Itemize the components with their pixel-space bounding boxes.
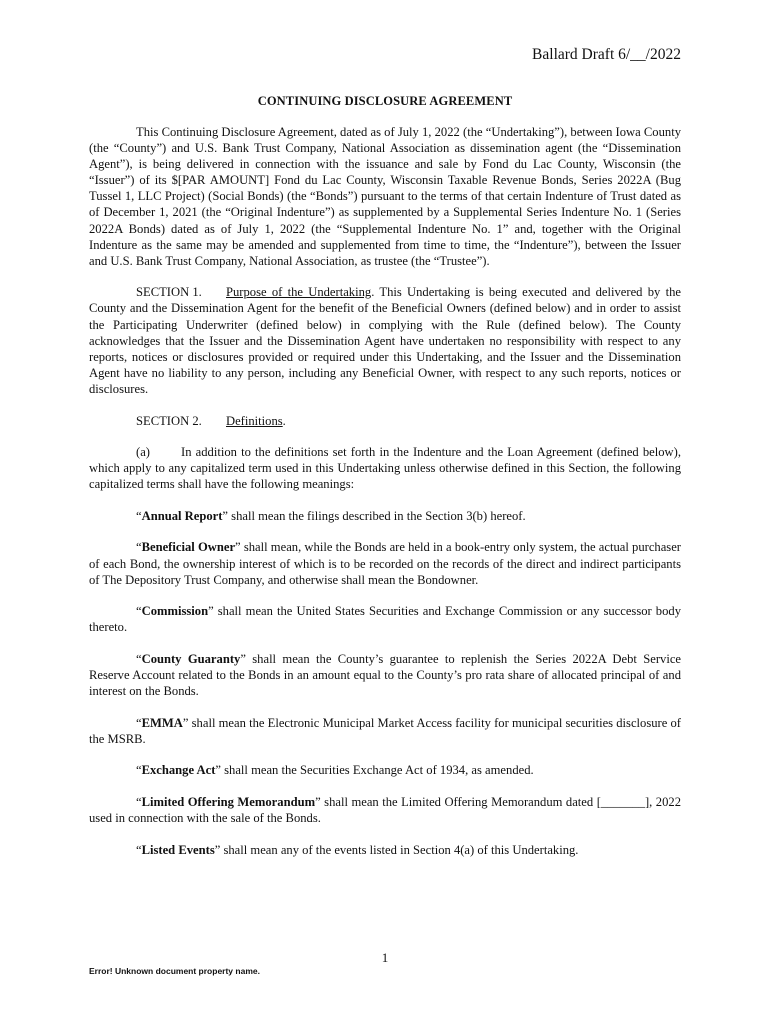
- draft-label: Ballard Draft 6/__/2022: [532, 46, 681, 63]
- quote-open: “: [136, 715, 142, 730]
- definition-text: shall mean, while the Bonds are held in a book-entry only system, the actual purchaser of each Bond, the ownership interest of which is to be recorded on the records of the direct and indirect participants of The Depository Trust Company, and otherwise shall mean the Bondowner.: [89, 540, 681, 587]
- quote-close: ”: [222, 508, 229, 523]
- section-2-heading: Definitions: [226, 413, 283, 428]
- definition-emma: [89, 715, 681, 747]
- document-title: CONTINUING DISCLOSURE AGREEMENT: [257, 94, 513, 108]
- document-body: [89, 124, 681, 873]
- quote-close: ”: [315, 795, 321, 809]
- section-1-text: . This Undertaking is being executed and delivered by the County and the Dissemination Agent for the benefit of the Beneficial Owners (defined below) and in order to assist the Participating Underwriter (defined below) in complying with the Rule (defined below). The County acknowledges that the Issuer and the Dissemination Agent have undertaken no responsibility with respect to any reports, notices or disclosures provided or required under this Undertaking, and the Issuer and the Dissemination Agent have no liability to any person, including any Beneficial Owner, with respect to any such reports, notices or disclosures.: [89, 285, 681, 396]
- definition-text: shall mean the Electronic Municipal Market Access facility for municipal securities disclosure of the MSRB.: [89, 715, 681, 746]
- definition-text: shall mean the filings described in the Section 3(b) hereof.: [228, 508, 526, 523]
- definition-text: shall mean the County’s guarantee to replenish the Series 2022A Debt Service Reserve Account related to the Bonds in an amount equal to the County’s pro rata share of allocated principal of and interest on the Bonds.: [89, 651, 681, 699]
- definition-annual-report: [89, 508, 681, 524]
- defined-term: Beneficial Owner: [141, 540, 236, 555]
- quote-open: “: [136, 763, 142, 778]
- section-2a-paragraph: [89, 444, 681, 492]
- quote-close: ”: [182, 715, 189, 730]
- section-2-number: SECTION 2.: [136, 413, 202, 428]
- defined-term: Limited Offering Memorandum: [141, 795, 316, 809]
- quote-open: “: [136, 842, 142, 857]
- defined-term: Annual Report: [141, 508, 223, 523]
- quote-close: ”: [215, 763, 221, 778]
- quote-open: “: [136, 651, 142, 666]
- section-1-number: SECTION 1.: [136, 285, 202, 300]
- footer-error-text: Error! Unknown document property name.: [89, 966, 260, 976]
- page-number: 1: [381, 950, 389, 965]
- definition-text: shall mean the United States Securities and Exchange Commission or any successor body thereto.: [89, 604, 681, 635]
- section-2a-label: (a): [136, 445, 150, 460]
- section-2-heading-paragraph: [89, 413, 681, 429]
- definition-text: shall mean the Limited Offering Memorandum dated [_______], 2022 used in connection with the sale of the Bonds.: [89, 795, 681, 826]
- quote-open: “: [136, 795, 142, 809]
- section-2-heading-suffix: .: [282, 413, 286, 428]
- defined-term: Listed Events: [141, 842, 215, 857]
- quote-close: ”: [208, 604, 214, 619]
- definition-beneficial-owner: [89, 539, 681, 587]
- quote-open: “: [136, 508, 142, 523]
- definition-county-guaranty: [89, 651, 681, 699]
- quote-close: ”: [240, 651, 246, 666]
- section-1-paragraph: [89, 284, 681, 397]
- definition-exchange-act: [89, 762, 681, 778]
- section-1-heading: Purpose of the Undertaking: [226, 285, 372, 300]
- defined-term: EMMA: [141, 715, 183, 730]
- definition-text: shall mean any of the events listed in Section 4(a) of this Undertaking.: [220, 842, 579, 857]
- definition-commission: [89, 603, 681, 635]
- definition-limited-offering-memorandum: [89, 794, 681, 826]
- defined-term: Commission: [141, 604, 209, 619]
- quote-open: “: [136, 540, 142, 555]
- intro-paragraph: This Continuing Disclosure Agreement, dated as of July 1, 2022 (the “Undertaking”), between Iowa County (the “County”) and U.S. Bank Trust Company, National Association as dissemination agent (the “Dissemination Agent”), is being delivered in connection with the issuance and sale by Fond du Lac County, Wisconsin (the “Issuer”) of its $[PAR AMOUNT] Fond du Lac County, Wisconsin Taxable Revenue Bonds, Series 2022A (Bug Tussel 1, LLC Project) (Social Bonds) (the “Bonds”) pursuant to the terms of that certain Indenture of Trust dated as of December 1, 2021 (the “Original Indenture”) as supplemented by a Supplemental Series Indenture No. 1 (Series 2022A Bonds) dated as of July 1, 2022 (the “Supplemental Indenture No. 1” and, together with the Original Indenture as the same may be amended and supplemented from time to time, the “Indenture”), between the Issuer and U.S. Bank Trust Company, National Association, as trustee (the “Trustee”).: [89, 125, 681, 268]
- definition-text: shall mean the Securities Exchange Act of 1934, as amended.: [221, 763, 534, 778]
- quote-close: ”: [235, 540, 241, 555]
- section-2a-text: In addition to the definitions set forth in the Indenture and the Loan Agreement (defined below), which apply to any capitalized term used in this Undertaking unless otherwise defined in this Section, the following capitalized terms shall have the following meanings:: [89, 445, 681, 492]
- defined-term: County Guaranty: [141, 651, 241, 666]
- quote-close: ”: [214, 842, 221, 857]
- quote-open: “: [136, 604, 142, 619]
- defined-term: Exchange Act: [141, 763, 216, 778]
- definition-listed-events: [89, 842, 681, 858]
